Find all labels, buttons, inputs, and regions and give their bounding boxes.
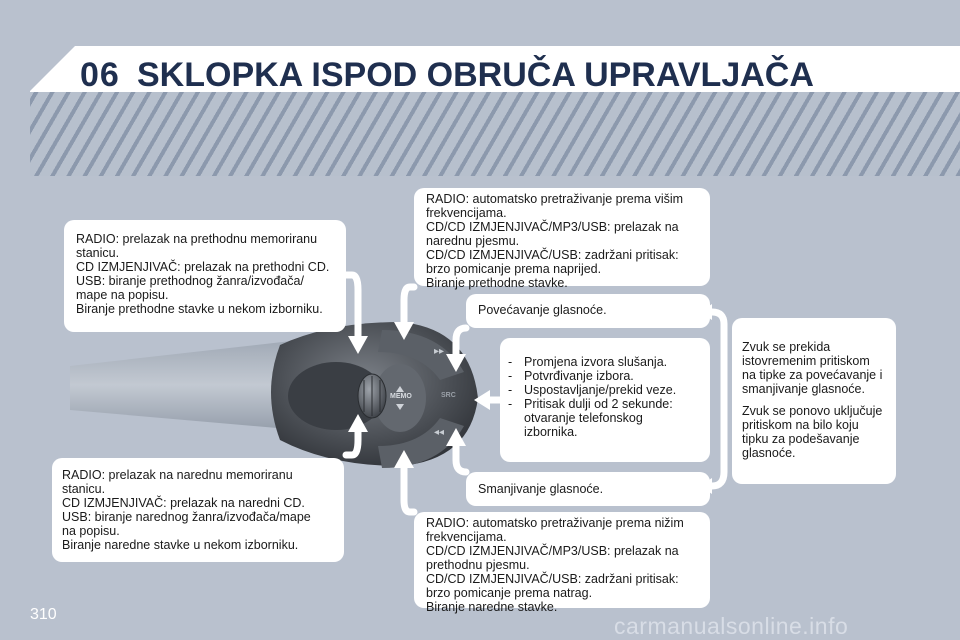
bottom-center-callout	[414, 512, 710, 614]
volume-up-text: Povećavanje glasnoće.	[478, 303, 607, 317]
memo-label: MEMO	[390, 393, 412, 400]
arrow-left-top	[346, 275, 358, 340]
volume-down-callout	[466, 472, 710, 506]
mute-callout	[732, 318, 896, 484]
top-center-callout	[414, 188, 710, 290]
page-number: 310	[30, 606, 57, 623]
arrow-top-center	[404, 287, 414, 325]
bottom-center-text: RADIO: automatsko pretraživanje prema nižim frekvencijama. CD/CD IZMJENJIVAČ/MP3/USB: prelazak na prethodnu pjesmu. CD/CD IZMJENJIVAČ/USB: zadržani pritisak: brzo pomicanje prema natrag. Biranje naredne stavke.	[426, 516, 684, 614]
page-title: SKLOPKA ISPOD OBRUČA UPRAVLJAČA	[137, 56, 814, 94]
mute-text-2: Zvuk se ponovo uključuje pritiskom na bilo koju tipku za podešavanje glasnoće.	[742, 404, 883, 460]
prev-track-icon: ◂◂	[434, 427, 445, 438]
list-item: - Potvrđivanje izbora.	[508, 369, 634, 383]
src-callout	[500, 338, 710, 462]
arrow-left-bottom	[346, 430, 358, 455]
left-bottom-callout	[52, 458, 344, 562]
chapter-number: 06	[80, 56, 120, 94]
arrow-vol-up	[456, 328, 466, 358]
volume-down-text: Smanjivanje glasnoće.	[478, 482, 604, 496]
list-item: - Uspostavljanje/prekid veze.	[508, 383, 677, 397]
list-item: - Pritisak dulji od 2 sekunde: otvaranje telefonskog izbornika.	[508, 397, 673, 439]
arrow-bottom-center	[404, 465, 414, 512]
top-center-text: RADIO: automatsko pretraživanje prema višim frekvencijama. CD/CD IZMJENJIVAČ/MP3/USB: prelazak na narednu pjesmu. CD/CD IZMJENJIVAČ/USB: zadržani pritisak: brzo pomicanje prema naprijed. Biranje prethodne stavke.	[426, 192, 684, 290]
watermark: carmanualsonline.info	[614, 613, 849, 639]
list-item: - Promjena izvora slušanja.	[508, 355, 668, 369]
left-top-callout	[64, 220, 346, 332]
volume-up-callout	[466, 294, 710, 328]
left-bottom-text: RADIO: prelazak na narednu memoriranu stanicu. CD IZMJENJIVAČ: prelazak na naredni CD. USB: biranje narednog žanra/izvođača/mape na popisu. Biranje naredne stavke u nekom izborniku.	[62, 468, 311, 552]
arrow-vol-down	[456, 442, 466, 472]
left-top-text: RADIO: prelazak na prethodnu memoriranu stanicu. CD IZMJENJIVAČ: prelazak na prethodni CD. USB: biranje prethodnog žanra/izvođača/ mape na popisu. Biranje prethodne stavke u nekom izborniku.	[76, 232, 330, 316]
next-track-icon: ▸▸	[434, 346, 445, 357]
mute-text-1: Zvuk se prekida istovremenim pritiskom na tipke za povećavanje i smanjivanje glasnoće.	[742, 340, 883, 396]
arrow-mute-bracket	[712, 312, 724, 486]
src-label: SRC	[441, 392, 456, 399]
